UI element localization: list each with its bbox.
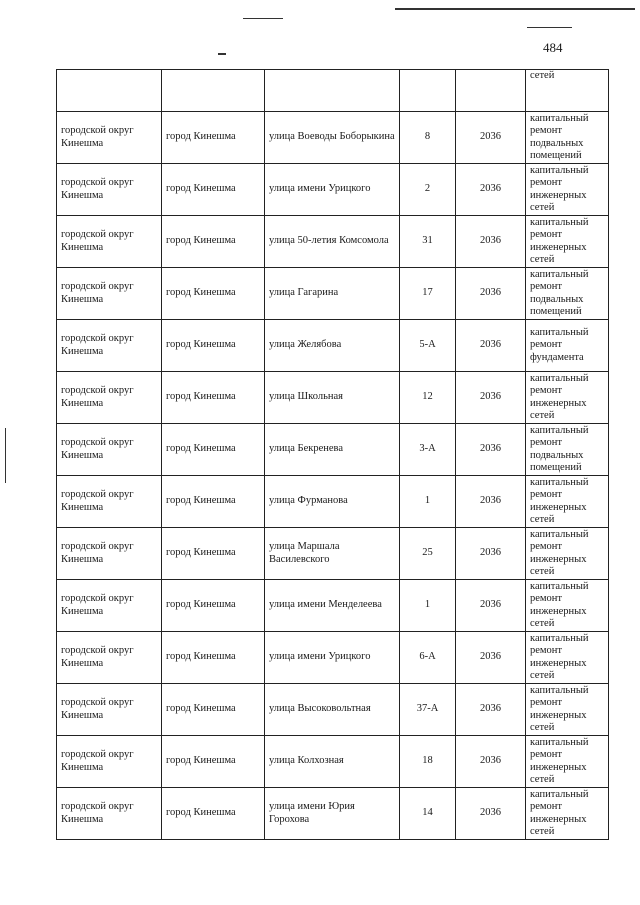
cell-street: улица Желябова — [265, 320, 400, 372]
cell-year: 2036 — [456, 216, 526, 268]
cell-district: городской округ Кинешма — [57, 684, 162, 736]
cell-year: 2036 — [456, 528, 526, 580]
cell-district: городской округ Кинешма — [57, 632, 162, 684]
cell-year: 2036 — [456, 788, 526, 840]
cell-house — [400, 70, 456, 112]
cell-house: 6-А — [400, 632, 456, 684]
cell-year: 2036 — [456, 476, 526, 528]
cell-house: 31 — [400, 216, 456, 268]
cell-work-type: капитальный ремонт инженерных сетей — [526, 684, 609, 736]
cell-year: 2036 — [456, 320, 526, 372]
cell-street: улица Фурманова — [265, 476, 400, 528]
cell-street: улица Школьная — [265, 372, 400, 424]
cell-district: городской округ Кинешма — [57, 216, 162, 268]
cell-house: 1 — [400, 476, 456, 528]
cell-work-type: капитальный ремонт инженерных сетей — [526, 736, 609, 788]
cell-street — [265, 70, 400, 112]
table-row — [57, 580, 609, 632]
cell-city: город Кинешма — [162, 424, 265, 476]
cell-district: городской округ Кинешма — [57, 268, 162, 320]
cell-work-type: капитальный ремонт фундамента — [526, 320, 609, 372]
cell-year: 2036 — [456, 684, 526, 736]
cell-street: улица Гагарина — [265, 268, 400, 320]
cell-city: город Кинешма — [162, 164, 265, 216]
cell-city: город Кинешма — [162, 528, 265, 580]
cell-house: 18 — [400, 736, 456, 788]
table-row — [57, 216, 609, 268]
cell-city: город Кинешма — [162, 320, 265, 372]
cell-district: городской округ Кинешма — [57, 736, 162, 788]
cell-city: город Кинешма — [162, 112, 265, 164]
cell-work-type: капитальный ремонт подвальных помещений — [526, 268, 609, 320]
cell-street: улица 50-летия Комсомола — [265, 216, 400, 268]
cell-street: улица имени Урицкого — [265, 632, 400, 684]
cell-district: городской округ Кинешма — [57, 528, 162, 580]
scan-line-top-left — [243, 18, 283, 19]
table-row — [57, 164, 609, 216]
cell-work-type: капитальный ремонт инженерных сетей — [526, 476, 609, 528]
cell-city: город Кинешма — [162, 788, 265, 840]
table-row — [57, 788, 609, 840]
cell-district: городской округ Кинешма — [57, 164, 162, 216]
table-row — [57, 372, 609, 424]
scan-line-left-margin — [5, 428, 6, 483]
cell-year: 2036 — [456, 268, 526, 320]
cell-year: 2036 — [456, 372, 526, 424]
table-row — [57, 320, 609, 372]
cell-city: город Кинешма — [162, 216, 265, 268]
cell-district: городской округ Кинешма — [57, 788, 162, 840]
table-row — [57, 684, 609, 736]
cell-street: улица имени Урицкого — [265, 164, 400, 216]
cell-house: 3-А — [400, 424, 456, 476]
table-row — [57, 476, 609, 528]
cell-district: городской округ Кинешма — [57, 476, 162, 528]
cell-street: улица имени Менделеева — [265, 580, 400, 632]
cell-year — [456, 70, 526, 112]
cell-city: город Кинешма — [162, 372, 265, 424]
table-row — [57, 736, 609, 788]
cell-work-type: капитальный ремонт инженерных сетей — [526, 580, 609, 632]
cell-street: улица имени Юрия Горохова — [265, 788, 400, 840]
cell-work-type: капитальный ремонт инженерных сетей — [526, 216, 609, 268]
cell-street: улица Маршала Василевского — [265, 528, 400, 580]
registry-table — [56, 69, 609, 840]
cell-work-type: капитальный ремонт инженерных сетей — [526, 632, 609, 684]
cell-year: 2036 — [456, 736, 526, 788]
cell-city: город Кинешма — [162, 580, 265, 632]
cell-street: улица Воеводы Боборыкина — [265, 112, 400, 164]
cell-house: 25 — [400, 528, 456, 580]
cell-work-type: капитальный ремонт инженерных сетей — [526, 372, 609, 424]
cell-district: городской округ Кинешма — [57, 372, 162, 424]
cell-year: 2036 — [456, 632, 526, 684]
cell-street: улица Высоковольтная — [265, 684, 400, 736]
cell-work-type: капитальный ремонт инженерных сетей — [526, 528, 609, 580]
cell-year: 2036 — [456, 424, 526, 476]
cell-year: 2036 — [456, 580, 526, 632]
cell-city: город Кинешма — [162, 736, 265, 788]
cell-house: 37-А — [400, 684, 456, 736]
cell-house: 8 — [400, 112, 456, 164]
cell-house: 1 — [400, 580, 456, 632]
cell-house: 12 — [400, 372, 456, 424]
table-row — [57, 528, 609, 580]
table-row — [57, 268, 609, 320]
cell-work-type: капитальный ремонт инженерных сетей — [526, 788, 609, 840]
scan-line-top-right — [395, 8, 635, 10]
scan-dash-top-mid — [218, 53, 226, 55]
cell-district: городской округ Кинешма — [57, 112, 162, 164]
cell-district: городской округ Кинешма — [57, 424, 162, 476]
cell-work-type: сетей — [526, 70, 609, 112]
cell-house: 14 — [400, 788, 456, 840]
cell-city — [162, 70, 265, 112]
cell-city: город Кинешма — [162, 268, 265, 320]
cell-district: городской округ Кинешма — [57, 580, 162, 632]
cell-district — [57, 70, 162, 112]
page-number: 484 — [543, 40, 563, 55]
cell-house: 2 — [400, 164, 456, 216]
cell-year: 2036 — [456, 112, 526, 164]
cell-street: улица Колхозная — [265, 736, 400, 788]
table-row — [57, 632, 609, 684]
cell-house: 17 — [400, 268, 456, 320]
cell-street: улица Бекренева — [265, 424, 400, 476]
cell-city: город Кинешма — [162, 632, 265, 684]
scan-line-top-right-short — [527, 27, 572, 28]
cell-work-type: капитальный ремонт подвальных помещений — [526, 424, 609, 476]
cell-work-type: капитальный ремонт инженерных сетей — [526, 164, 609, 216]
cell-house: 5-А — [400, 320, 456, 372]
cell-district: городской округ Кинешма — [57, 320, 162, 372]
cell-city: город Кинешма — [162, 476, 265, 528]
table-row — [57, 112, 609, 164]
cell-city: город Кинешма — [162, 684, 265, 736]
cell-year: 2036 — [456, 164, 526, 216]
table-row — [57, 424, 609, 476]
cell-work-type: капитальный ремонт подвальных помещений — [526, 112, 609, 164]
table-row-continuation — [57, 70, 609, 112]
